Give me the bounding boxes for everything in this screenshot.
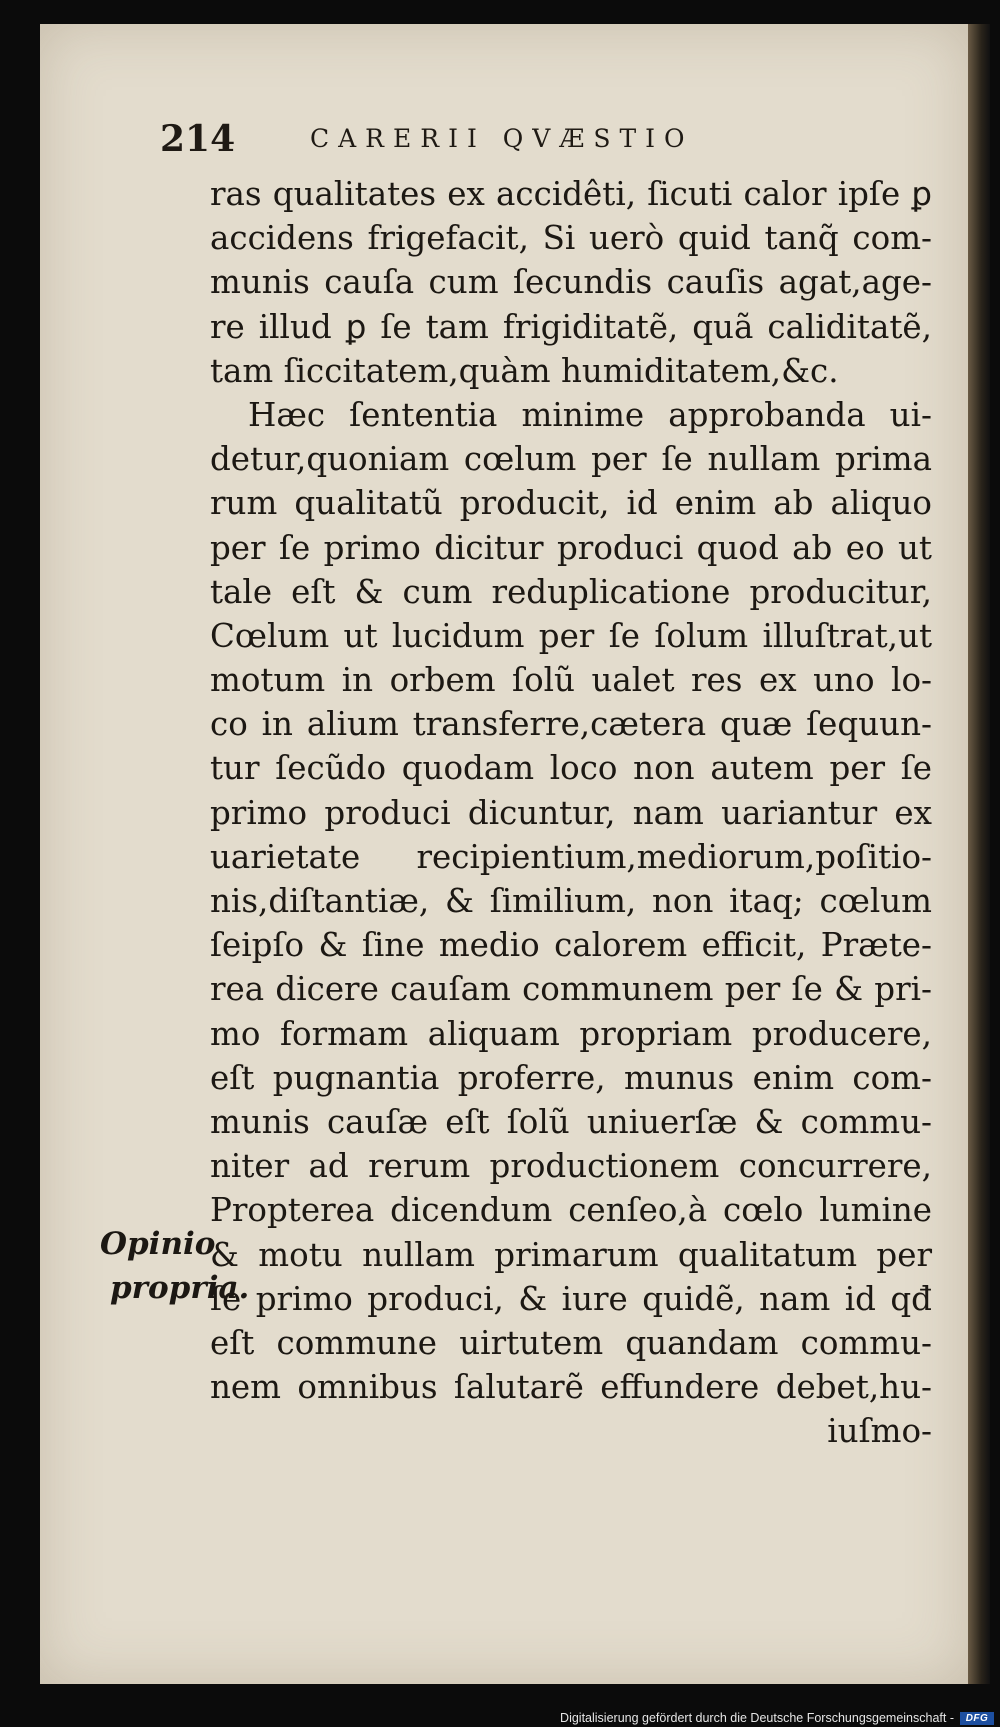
text-line: & motu nullam primarum qualitatum per [210, 1235, 932, 1274]
page-edge-shadow [968, 24, 990, 1684]
text-line: eſt pugnantia proferre, munus enim com- [210, 1058, 932, 1097]
text-line: per ſe primo dicitur produci quod ab eo ut [210, 528, 932, 567]
text-line: ſeipſo & ſine medio calorem efficit, Præte- [210, 926, 932, 965]
page-number: 214 [160, 118, 236, 160]
text-line: ras qualitates ex accidêti, ſicuti calor ipſe ꝑ [210, 175, 932, 213]
body-text [210, 172, 932, 1453]
text-line: tam ſiccitatem,quàm humiditatem,&c. [210, 351, 839, 390]
text-line: rea dicere cauſam communem per ſe & pri- [210, 970, 932, 1009]
text-line: co in alium transferre,cætera quæ ſequun- [210, 705, 932, 744]
digitization-credit: Digitalisierung gefördert durch die Deutsche Forschungsgemeinschaft - [560, 1711, 954, 1725]
text-line: niter ad rerum productionem concurrere, [210, 1147, 932, 1186]
running-head-title: CARERII QVÆSTIO [310, 124, 694, 153]
text-line: Propterea dicendum cenſeo,à cœlo lumine [210, 1191, 932, 1230]
text-line: nis,diſtantiæ, & ſimilium, non itaq; cœlum [210, 882, 932, 920]
text-line: mo formam aliquam propriam producere, [210, 1014, 932, 1053]
text-line: munis cauſæ eſt ſolũ uniuerſæ & commu- [210, 1102, 932, 1141]
text-line: accidens frigefacit, Si uerò quid tanq̃ com- [210, 219, 932, 258]
text-line: munis cauſa cum ſecundis cauſis agat,age- [210, 263, 932, 302]
margin-note-line-2: propria. [110, 1270, 250, 1306]
text-line: re illud ꝑ ſe tam frigiditatẽ, quã caliditatẽ, [210, 307, 932, 346]
text-line: tur ſecũdo quodam loco non autem per ſe [210, 749, 932, 788]
catchword: iuſmo- [827, 1412, 932, 1451]
text-line: detur,quoniam cœlum per ſe nullam prima [210, 440, 932, 479]
margin-note-line-1: Opinio [100, 1226, 216, 1262]
text-line: Cœlum ut lucidum per ſe ſolum illuſtrat,ut [210, 616, 932, 655]
text-line: eſt commune uirtutem quandam commu- [210, 1323, 932, 1362]
text-line: tale eſt & cum reduplicatione producitur, [210, 572, 932, 611]
text-line: primo produci dicuntur, nam uariantur ex [210, 793, 932, 832]
dfg-logo: DFG [960, 1712, 994, 1725]
text-line: rum qualitatũ producit, id enim ab aliquo [210, 484, 932, 523]
text-line: Hæc ſententia minime approbanda ui- [248, 395, 932, 434]
text-line: motum in orbem ſolũ ualet res ex uno lo- [210, 661, 932, 700]
text-line: nem omnibus ſalutarẽ effundere debet,hu- [210, 1368, 932, 1407]
running-head [160, 118, 810, 168]
text-line: uarietate recipientium,mediorum,poſitio- [210, 837, 932, 876]
text-line: ſe primo produci, & iure quidẽ, nam id qđ [210, 1279, 932, 1318]
footer-bar [0, 1710, 1000, 1727]
